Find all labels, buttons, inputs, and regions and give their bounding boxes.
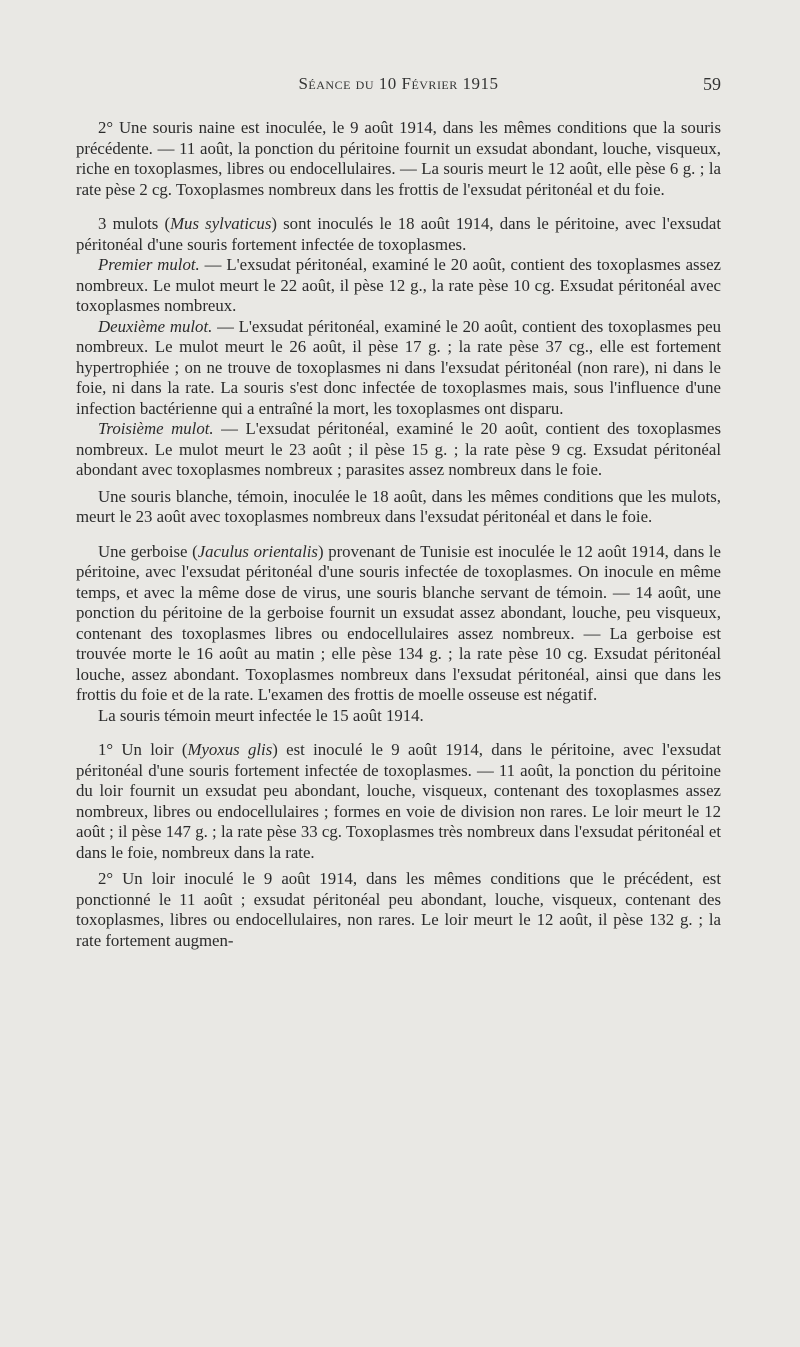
paragraph-dwarf-mouse: 2° Une souris naine est inoculée, le 9 août 1914, dans les mêmes conditions que la souris précédente. — 11 août, la ponction du péritoine fournit un exsudat abondant, louche, visqueux, riche en toxoplasmes, libres ou endocellulaires. — La souris meurt le 12 août, elle pèse 6 g. ; la rate pèse 2 cg. Toxoplasmes nombreux dans les frottis de l'exsudat péritonéal et du foie. [76,118,721,199]
paragraph-three-field-mice [76,214,721,255]
body-text [76,118,721,951]
page-number: 59 [703,74,721,94]
running-head [76,74,721,100]
text-segment: Une gerboise ( [98,541,198,561]
paragraph-second-dormouse: 2° Un loir inoculé le 9 août 1914, dans les mêmes conditions que le précédent, est ponctionné le 11 août ; exsudat péritonéal peu abondant, louche, visqueux, contenant des toxoplasmes, libres ou endocellulaires, non rares. Le loir meurt le 12 août, il pèse 132 g. ; la rate fortement augmen- [76,869,721,950]
paragraph-first-dormouse [76,740,721,863]
subsection-heading: Deuxième mulot. [98,316,213,336]
text-segment: ) sont inoculés le 18 août 1914, dans le péritoine, avec l'exsudat péritonéal d'une souris fortement infectée de toxoplasmes. [76,214,721,254]
species-name: Myoxus glis [187,740,273,759]
text-segment: 1° Un loir ( [98,740,188,759]
paragraph-jerboa [76,542,721,706]
subsection-heading: Premier mulot. [98,255,200,274]
text-segment: — L'exsudat péritonéal, examiné le 20 août, contient des toxoplasmes peu nombreux. Le mulot meurt le 26 août, il pèse 17 g. ; la rate pèse 37 cg., elle est fortement hypertrophiée ; on ne trouve de toxoplasmes ni dans l'exsudat péritonéal (non rare), ni dans le foie, ni dans la rate. La souris s'est donc infectée de toxoplasmes mais, sous l'influence d'une infection bactérienne qui a entraîné la mort, les toxoplasmes ont disparu. [76,316,721,418]
paragraph-third-field-mouse [76,419,721,481]
subsection-heading: Troisième mulot. [98,419,214,438]
paragraph-control-mouse-death: La souris témoin meurt infectée le 15 août 1914. [98,705,424,725]
text-segment: ) est inoculé le 9 août 1914, dans le péritoine, avec l'exsudat péritonéal d'une souris fortement infectée de toxoplasmes. — 11 août, la ponction du péritoine du loir fournit un exsudat peu abondant, louche, visqueux, contenant des toxoplasmes assez nombreux, libres ou endocellulaires ; formes en voie de division non rares. Le loir meurt le 12 août ; il pèse 147 g. ; la rate pèse 33 cg. Toxoplasmes très nombreux dans l'exsudat péritonéal et dans le foie, nombreux dans la rate. [76,740,721,862]
paragraph-control-white-mouse: Une souris blanche, témoin, inoculée le 18 août, dans les mêmes conditions que les mulots, meurt le 23 août avec toxoplasmes nombreux dans l'exsudat péritonéal et dans le foie. [76,486,721,526]
paragraph-first-field-mouse [76,255,721,317]
text-segment: 3 mulots ( [98,214,171,233]
text-segment: — L'exsudat péritonéal, examiné le 20 août, contient des toxoplasmes nombreux. Le mulot meurt le 23 août ; il pèse 15 g. ; la rate pèse 9 cg. Exsudat péritonéal abondant avec toxoplasmes nombreux ; parasites assez nombreux dans le foie. [76,419,722,479]
species-name: Mus sylvaticus [170,214,272,233]
text-segment: — L'exsudat péritonéal, examiné le 20 août, contient des toxoplasmes assez nombreux. Le mulot meurt le 22 août, il pèse 12 g., la rate pèse 10 cg. Exsudat péritonéal avec toxoplasmes nombreux. [76,255,721,315]
species-name: Jaculus orientalis [197,541,318,561]
running-title: Séance du 10 Février 1915 [298,74,499,93]
paragraph-second-field-mouse [76,317,721,420]
text-segment: ) provenant de Tunisie est inoculée le 12 août 1914, dans le péritoine, avec l'exsudat péritonéal d'une souris infectée de toxoplasmes. On inocule en même temps, et avec la même dose de virus, une souris blanche servant de témoin. — 14 août, une ponction du péritoine de la gerboise fournit un exsudat assez abondant, louche, peu visqueux, contenant des toxoplasmes libres ou endocellulaires assez nombreux. — La gerboise est trouvée morte le 16 août au matin ; elle pèse 134 g. ; la rate pèse 10 cg. Exsudat péritonéal louche, assez abondant. Toxoplasmes nombreux dans l'exsudat péritonéal, ainsi que dans les frottis du foie et de la rate. L'examen des frottis de moelle osseuse est négatif. [76,541,721,704]
